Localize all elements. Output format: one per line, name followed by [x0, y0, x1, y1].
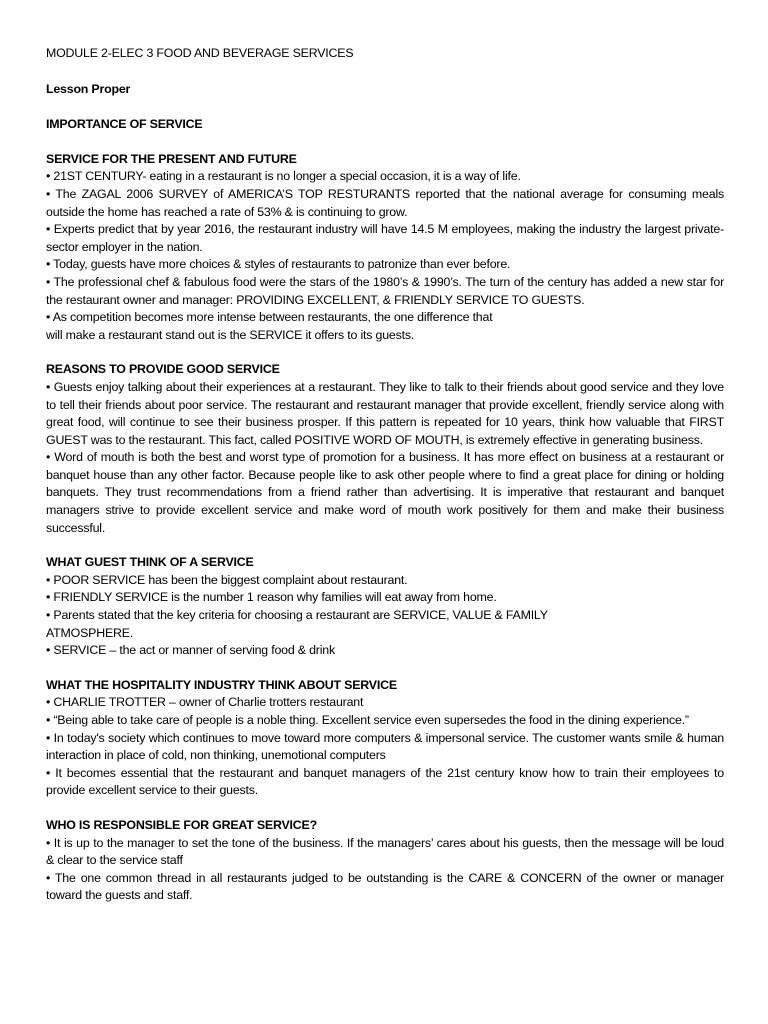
document-page: [46, 45, 724, 922]
bullet-item: • The ZAGAL 2006 SURVEY of AMERICA’S TOP RESTURANTS reported that the national average for consuming meals outside the home has reached a rate of 53% & is continuing to grow.: [46, 186, 724, 219]
bullet-item: • The professional chef & fabulous food were the stars of the 1980’s & 1990’s. The turn of the century has added a new star for the restaurant owner and manager: PROVIDING EXCELLENT, & FRIENDLY SERVICE TO GUESTS.: [46, 274, 724, 307]
bullet-item: • Today, guests have more choices & styles of restaurants to patronize than ever before.: [46, 257, 511, 272]
bullet-item: • Guests enjoy talking about their experiences at a restaurant. They like to talk to their friends about good service and they love to tell their friends about poor service. The restaurant and restaurant manager that provide excellent, friendly service along with great food, will continue to see their business prosper. If this pattern is repeated for 10 years, think how valuable that FIRST GUEST was to the restaurant. This fact, called POSITIVE WORD OF MOUTH, is extremely effective in generating business.: [46, 379, 724, 447]
section-title: REASONS TO PROVIDE GOOD SERVICE: [46, 362, 280, 377]
bullet-item: • Word of mouth is both the best and worst type of promotion for a business. It has more effect on business at a restaurant or banquet house than any other factor. Because people like to ask other people where to find a great place for dining or holding banquets. They trust recommendations from a friend rather than advertising. It is imperative that restaurant and banquet managers strive to provide excellent service and make word of mouth work positively for them and make their business successful.: [46, 450, 724, 535]
importance-title: IMPORTANCE OF SERVICE: [46, 117, 203, 132]
section-present-future: [46, 151, 724, 345]
section-reasons: [46, 361, 724, 537]
bullet-item: • CHARLIE TROTTER – owner of Charlie trotters restaurant: [46, 695, 364, 710]
bullet-item: • Experts predict that by year 2016, the restaurant industry will have 14.5 M employees, making the industry the largest private-sector employer in the nation.: [46, 222, 724, 254]
bullet-item: • As competition becomes more intense between restaurants, the one difference that will make a restaurant stand out is the SERVICE it offers to its guests.: [46, 310, 493, 342]
bullet-item: • It is up to the manager to set the tone of the business. If the managers’ cares about his guests, then the message will be loud & clear to the service staff: [46, 835, 724, 868]
section-title: SERVICE FOR THE PRESENT AND FUTURE: [46, 151, 297, 166]
section-responsible: [46, 817, 724, 905]
section-industry-think: [46, 677, 724, 800]
section-guest-think: [46, 554, 724, 660]
bullet-item: • It becomes essential that the restaurant and banquet managers of the 21st century know how to train their employees to provide excellent service to their guests.: [46, 765, 724, 798]
bullet-item: • The one common thread in all restaurants judged to be outstanding is the CARE & CONCERN of the owner or manager toward the guests and staff.: [46, 870, 724, 903]
section-title: WHAT GUEST THINK OF A SERVICE: [46, 555, 254, 570]
module-header: MODULE 2-ELEC 3 FOOD AND BEVERAGE SERVICES: [46, 46, 354, 60]
section-title: WHAT THE HOSPITALITY INDUSTRY THINK ABOUT SERVICE: [46, 677, 397, 692]
lesson-label: Lesson Proper: [46, 81, 131, 96]
bullet-item: • “Being able to take care of people is a noble thing. Excellent service even supersedes the food in the dining experience.”: [46, 713, 689, 727]
bullet-item: • SERVICE – the act or manner of serving food & drink: [46, 643, 335, 658]
bullet-item: • Parents stated that the key criteria for choosing a restaurant are SERVICE, VALUE & FAMILY ATMOSPHERE.: [46, 608, 548, 640]
bullet-item: • POOR SERVICE has been the biggest complaint about restaurant.: [46, 572, 408, 587]
bullet-item: • FRIENDLY SERVICE is the number 1 reason why families will eat away from home.: [46, 590, 497, 605]
bullet-item: • 21ST CENTURY- eating in a restaurant is no longer a special occasion, it is a way of life.: [46, 169, 521, 184]
section-title: WHO IS RESPONSIBLE FOR GREAT SERVICE?: [46, 817, 317, 832]
bullet-item: • In today's society which continues to move toward more computers & impersonal service. The customer wants smile & human interaction in place of cold, non thinking, unemotional computers: [46, 730, 724, 763]
